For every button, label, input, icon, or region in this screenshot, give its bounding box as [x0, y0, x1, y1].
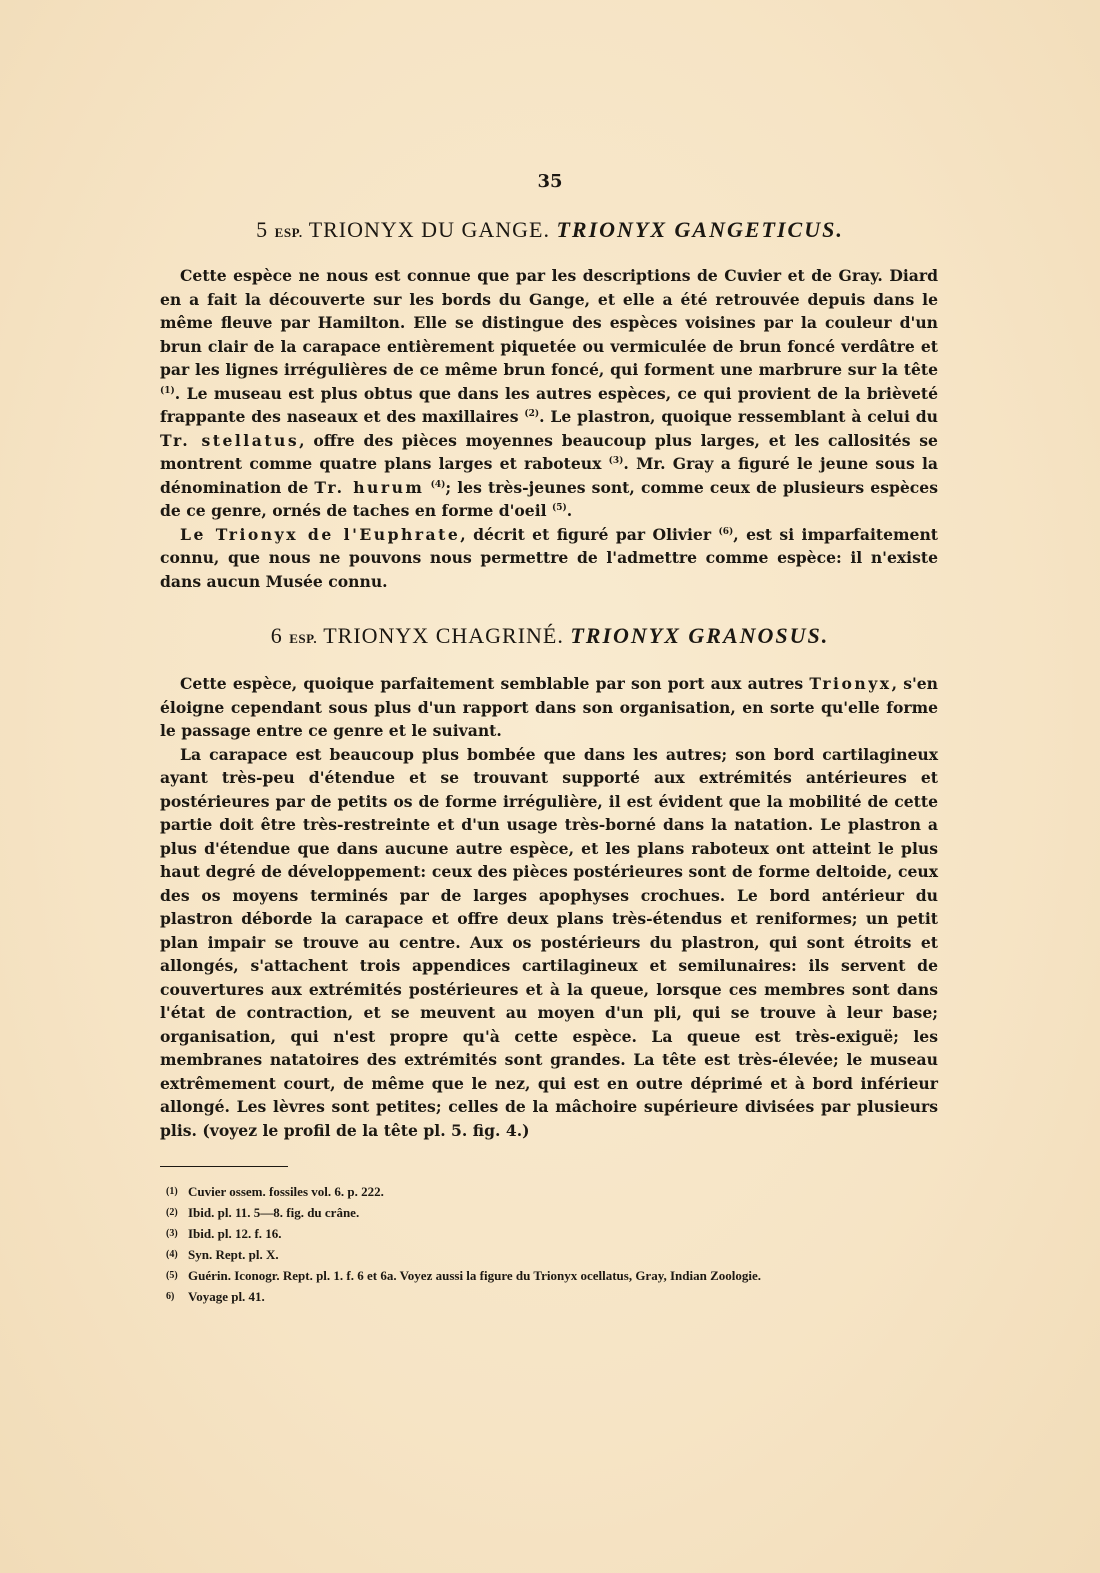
footnote-text: Ibid. pl. 11. 5—8. fig. du crâne.	[188, 1205, 360, 1220]
footnote-divider	[160, 1166, 288, 1167]
footnotes	[166, 1181, 946, 1307]
heading-common-name: TRIONYX CHAGRINÉ.	[323, 623, 564, 648]
text-run: .	[566, 501, 573, 520]
paragraph-4: La carapace est beaucoup plus bombée que dans les autres; son bord cartilagineux ayant très-peu d'étendue et se trouvant supporté aux extrémités antérieures et postérieures par de petits os de forme irrégulière, il est évident que la mobilité de cette partie doit être très-restreinte et d'un usage très-borné dans la natation. Le plastron a plus d'étendue que dans aucune autre espèce, et les plans raboteux ont atteint le plus haut degré de développement: ceux des pièces postérieures sont de forme deltoide, ceux des os moyens terminés par de larges apophyses crochues. Le bord antérieur du plastron déborde la carapace et offre deux plans très-étendus et reniformes; un petit plan impair se trouve au centre. Aux os postérieurs du plastron, qui sont étroits et allongés, s'attachent trois appendices cartilagineux et semilunaires: ils servent de couvertures aux extrémités postérieures et à la queue, lorsque ces membres sont dans l'état de contraction, et se meuvent au moyen d'un pli, qui se trouve à leur base; organisation, qui n'est propre qu'à cette espèce. La queue est très-exiguë; les membranes natatoires des extrémités sont grandes. La tête est très-élevée; le museau extrêmement court, de même que le nez, qui est en outre déprimé et à bord inférieur allongé. Les lèvres sont petites; celles de la mâchoire supérieure divisées par plusieurs plis. (voyez le profil de la tête pl. 5. fig. 4.)	[160, 744, 938, 1140]
footnote	[166, 1181, 946, 1202]
footnote	[166, 1223, 946, 1244]
footnote-mark: (3)	[166, 1228, 178, 1239]
text-run: , s'en éloigne cependant sous plus d'un rapport dans son organisation, en sorte qu'elle forme le passage entre ce genre et le suivant.	[160, 674, 939, 740]
footnote-mark: (1)	[166, 1186, 178, 1197]
text-run: , offre des pièces moyennes beaucoup plus larges, et les callosités se montrent comme quatre plans larges et raboteux	[160, 430, 938, 473]
section-granosus-body	[160, 672, 938, 1142]
footnote-text: Voyage pl. 41.	[188, 1289, 265, 1304]
footnote-text: Cuvier ossem. fossiles vol. 6. p. 222.	[188, 1184, 384, 1199]
footnote-text: Ibid. pl. 12. f. 16.	[188, 1226, 282, 1241]
spaced-name: Trionyx	[809, 674, 892, 693]
footnote-text: Syn. Rept. pl. X.	[188, 1247, 279, 1262]
text-run: ; les très-jeunes sont, comme ceux de plusieurs espèces de ce genre, ornés de taches en forme d'oeil	[160, 477, 938, 520]
heading-latin-name: TRIONYX GRANOSUS.	[570, 623, 830, 648]
paragraph-1	[160, 264, 938, 523]
footnote-ref: (4)	[430, 479, 446, 490]
text-run: . Le museau est plus obtus que dans les autres espèces, ce qui provient de la brièveté frappante des naseaux et des maxillaires	[160, 383, 938, 426]
text-run: , est si imparfaitement connu, que nous ne pouvons nous permettre de l'admettre comme espèce: il n'existe dans aucun Musée connu.	[160, 524, 938, 591]
species-heading-gangeticus	[160, 217, 940, 243]
text-run: . Mr. Gray a figuré le jeune sous la dénomination de	[160, 454, 938, 497]
footnote-mark: (2)	[166, 1207, 178, 1218]
heading-number: 5	[256, 217, 269, 242]
footnote-text: Guérin. Iconogr. Rept. pl. 1. f. 6 et 6a. Voyez aussi la figure du Trionyx ocellatus, Gray, Indian Zoologie.	[188, 1268, 762, 1283]
section-gangeticus-body	[160, 264, 938, 593]
text-run: , décrit et figuré par Olivier	[460, 524, 712, 544]
paragraph-3	[160, 672, 938, 743]
footnote	[166, 1265, 946, 1286]
heading-latin-name: TRIONYX GANGETICUS.	[556, 217, 844, 242]
footnote	[166, 1286, 946, 1307]
spaced-name: Le Trionyx de l'Euphrate	[180, 524, 461, 544]
spaced-name: Tr. stellatus	[160, 430, 300, 450]
footnote-ref: (2)	[524, 409, 540, 419]
page-number: 35	[537, 171, 563, 192]
footnote-mark: 6)	[166, 1291, 175, 1302]
heading-esp: ESP.	[289, 631, 318, 646]
heading-esp: ESP.	[274, 225, 303, 240]
heading-number: 6	[270, 623, 283, 648]
footnote-ref: (5)	[552, 503, 567, 513]
footnote-ref: (3)	[608, 456, 624, 466]
footnote	[166, 1244, 946, 1265]
heading-common-name: TRIONYX DU GANGE.	[308, 217, 550, 242]
species-heading-granosus	[160, 623, 940, 649]
footnote-ref: (6)	[718, 526, 734, 537]
footnote-mark: (5)	[166, 1270, 178, 1281]
footnote-ref: (1)	[160, 385, 175, 396]
text-run: Cette espèce ne nous est connue que par les descriptions de Cuvier et de Gray. Diard en a fait la découverte sur les bords du Gange, et elle a été retrouvée depuis dans le même fleuve par Hamilton. Elle se distingue des espèces voisines par la couleur d'un brun clair de la carapace entièrement piquetée ou vermiculée de brun foncé verdâtre et par les lignes irrégulières de ce même brun foncé, qui forment une marbrure sur la tête	[160, 266, 938, 379]
paragraph-2	[160, 523, 938, 594]
footnote-mark: (4)	[166, 1249, 178, 1260]
text-run: . Le plastron, quoique ressemblant à celui du	[539, 407, 938, 426]
text-run: Cette espèce, quoique parfaitement semblable par son port aux autres	[180, 674, 804, 693]
footnote	[166, 1202, 946, 1223]
spaced-name: Tr. hurum	[314, 477, 425, 497]
